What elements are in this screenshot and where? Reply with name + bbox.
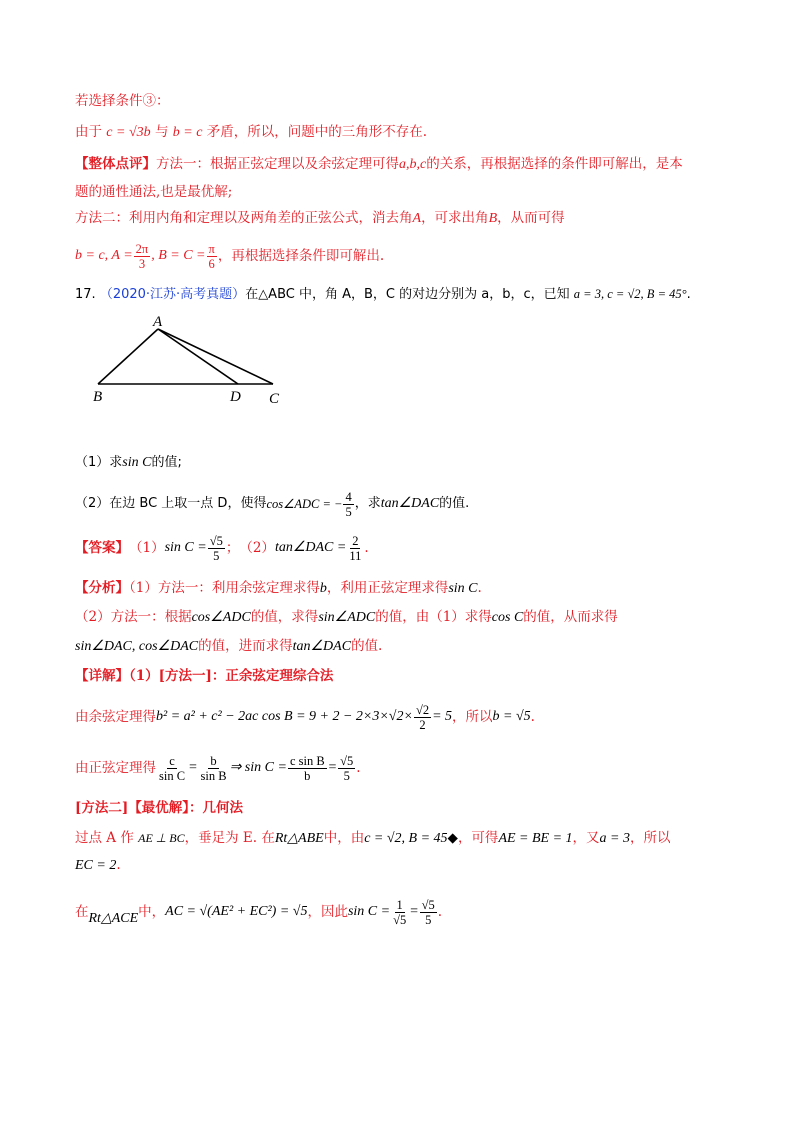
right-triangle-ace-step: 在 Rt△ACE 中， AC = √(AE² + EC²) = √5 ，因此 sin C = $\frac{1}{√5}$ = $\frac{√5}{5}$ .: [75, 897, 443, 927]
fraction-csinb-over-b: $\frac{\text{c sin B}}{b}$: [289, 753, 325, 783]
law-of-cosines-step: 由余弦定理得 b² = a² + c² − 2ac cos B = 9 + 2 − 2×3×√2× $\frac{√2}{2}$ = 5 ，所以 b = √5 .: [75, 702, 535, 732]
question-2: （2）在边 BC 上取一点 D，使得 cos∠ADC = − $\frac{4}{5}$ ，求 tan∠DAC 的值.: [75, 489, 470, 519]
vertex-label-a: A: [153, 314, 163, 330]
fraction-root2-over-2: $\frac{√2}{2}$: [415, 702, 430, 732]
geometric-method-line-1: 过点 A 作 AE ⊥ BC，垂足为 E. 在Rt△ABE中，由c = √2, B = 45◆，可得AE = BE = 1，又a = 3，所以: [75, 830, 671, 846]
method-two-summary: 方法二：利用内角和定理以及两角差的正弦公式，消去角A，可求出角B，从而可得: [75, 210, 565, 226]
fraction-root5-over-5-final: $\frac{√5}{5}$: [421, 897, 435, 927]
law-of-sines-step: 由正弦定理得 $\frac{c}{\text{sin C}}$ = $\frac{b}{\text{sin B}}$ ⇒ sin C = $\frac{\text{c sin B}}{b}$ = $\frac{√5}{5}$ .: [75, 753, 361, 783]
fraction-4-over-5: $\frac{4}{5}$: [345, 489, 352, 519]
vertex-label-b: B: [93, 389, 103, 405]
problem-17-stem: 17. （2020·江苏·高考真题）在△ABC 中，角 A，B，C 的对边分别为 a，b，c，已知 a = 3, c = √2, B = 45°.: [75, 287, 691, 302]
geometric-method-line-2: EC = 2.: [75, 857, 121, 873]
overall-review-line-1: 【整体点评】方法一：根据正弦定理以及余弦定理可得a,b,c的关系，再根据选择的条件即可解出，是本: [75, 156, 683, 172]
fraction-pi-over-6: $\frac{\pi}{6}$: [208, 241, 215, 271]
detail-method-one-heading: 【详解】（1）[方法一]：正余弦定理综合法: [75, 668, 334, 684]
fraction-1-over-root5: $\frac{1}{√5}$: [393, 897, 407, 927]
fraction-c-over-sinc: $\frac{c}{\text{sin C}}$: [159, 753, 186, 783]
fraction-2pi-over-3: $\frac{2\pi}{3}$: [135, 241, 149, 271]
analysis-line-2: （2）方法一：根据cos∠ADC的值，求得sin∠ADC的值，由（1）求得cos C的值，从而求得: [75, 609, 618, 625]
answer-2-fraction: $\frac{2}{11}$: [349, 533, 362, 563]
side-ab: [98, 329, 158, 384]
triangle-figure: [85, 312, 315, 407]
fraction-b-over-sinb: $\frac{b}{\text{sin B}}$: [200, 753, 227, 783]
side-ac: [158, 329, 273, 384]
analysis-line-1: 【分析】（1）方法一：利用余弦定理求得b，利用正弦定理求得sin C.: [75, 580, 482, 596]
method-two-heading: [方法二]【最优解】：几何法: [75, 800, 244, 816]
fraction-root5-over-5: $\frac{√5}{5}$: [340, 753, 354, 783]
answer-1-fraction: $\frac{√5}{5}$: [209, 533, 223, 563]
question-1: （1）求sin C的值;: [75, 455, 182, 470]
vertex-label-d: D: [230, 389, 241, 405]
segment-ad: [158, 329, 238, 384]
vertex-label-c: C: [269, 391, 280, 407]
answer-line: 【答案】 （1） sin C = $\frac{√5}{5}$ ； （2） tan∠DAC = $\frac{2}{11}$ .: [75, 533, 369, 563]
analysis-line-3: sin∠DAC, cos∠DAC的值，进而求得tan∠DAC的值.: [75, 638, 383, 654]
method-two-result: b = c, A = $\frac{2\pi}{3}$ , B = C = $\frac{\pi}{6}$ ，再根据选择条件即可解出.: [75, 241, 385, 271]
condition-3-heading: 若选择条件③：: [75, 93, 170, 109]
overall-review-line-2: 题的通性通法,也是最优解;: [75, 184, 233, 200]
condition-3-conclusion: 由于 c = √3b 与 b = c 矛盾，所以，问题中的三角形不存在.: [75, 124, 428, 140]
